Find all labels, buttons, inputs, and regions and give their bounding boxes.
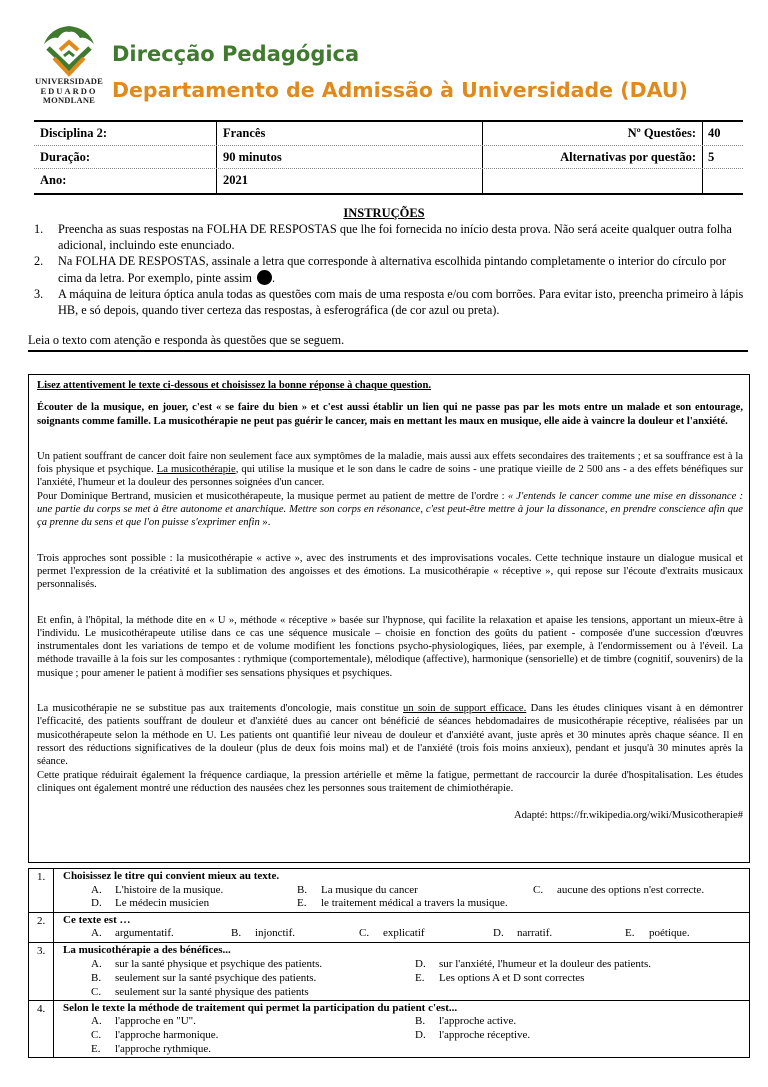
- instruction-item: [34, 222, 744, 253]
- option[interactable]: [625, 927, 690, 941]
- passage-text: , qui utilise la musique et le son dans le cadre de soins - une pratique vieille de 2 500 ans - a des effets bénéfiques sur l'anxiété, l'humeur et la douleur des personnes soignées d'un cancer.: [37, 464, 743, 489]
- option-text: aucune des options n'est correcte.: [557, 883, 705, 896]
- option-letter: A.: [91, 1015, 102, 1027]
- passage-intro: Écouter de la musique, en jouer, c'est « se faire du bien » et c'est aussi établir un lien qui ne passe pas par les mots entre un malade et son entourage, soignants comme famille. La musicothérapie ne peut pas guérir le cancer, mais en mettant les maux en musique, elle aide à vaincre la douleur et l'anxiété.: [37, 402, 743, 427]
- info-value: 2021: [217, 169, 483, 193]
- option-text: injonctif.: [255, 927, 296, 939]
- passage-paragraph: [37, 490, 743, 530]
- option-letter: D.: [493, 927, 504, 939]
- question-row: [29, 869, 749, 913]
- question-body: [54, 913, 749, 943]
- instruction-text-a: Na FOLHA DE RESPOSTAS, assinale a letra que corresponde à alternativa escolhida pintando completamente o interior do círculo por cima da letra. Por exemplo, pinte assim: [58, 254, 726, 285]
- instruction-text: Preencha as suas respostas na FOLHA DE RESPOSTAS que lhe foi fornecida no início desta prova. Não será aceite qualquer outra folha adicional, incluindo este enunciado.: [58, 222, 732, 252]
- reading-lead: Leia o texto com atenção e responda às questões que se seguem.: [28, 333, 345, 347]
- option-text: seulement sur la santé psychique des patients.: [115, 971, 317, 984]
- instruction-number: 2.: [34, 254, 44, 268]
- option-text: argumentatif.: [115, 927, 174, 939]
- info-label-2: Nº Questões:: [483, 122, 703, 145]
- university-logo: [34, 22, 104, 112]
- option-text: l'approche réceptive.: [439, 1029, 531, 1041]
- question-text: La musicothérapie a des bénéfices...: [63, 944, 231, 956]
- option-letter: C.: [533, 883, 544, 896]
- passage-paragraph: [37, 450, 743, 490]
- passage-text: ».: [262, 517, 271, 529]
- option[interactable]: [91, 884, 223, 898]
- option-text: explicatif: [383, 927, 425, 939]
- instructions-list: [34, 222, 744, 319]
- option-text: L'histoire de la musique.: [115, 883, 224, 896]
- option-text: l'approche harmonique.: [115, 1029, 219, 1041]
- info-value: 90 minutos: [217, 146, 483, 169]
- info-label: Ano:: [34, 169, 217, 193]
- option-letter: B.: [297, 883, 308, 896]
- option[interactable]: [297, 884, 418, 898]
- option[interactable]: [297, 897, 508, 911]
- option[interactable]: [415, 1029, 530, 1043]
- option-letter: E.: [625, 927, 635, 939]
- question-number: 2.: [29, 913, 54, 943]
- instruction-text-b: .: [272, 270, 276, 285]
- info-row: [34, 122, 743, 146]
- option[interactable]: [533, 884, 704, 898]
- passage-paragraph: Trois approches sont possible : la musicothérapie « active », avec des instruments et des improvisations vocales. Cette technique instaure un dialogue musical et permet l'expression de la créativité et la sublimation des angoisses et des émotions. La musicothérapie « réceptive », qui repose sur l'écoute d'extraits musicaux personnalisés.: [37, 552, 743, 591]
- info-label: Duração:: [34, 146, 217, 169]
- logo-emblem-icon: [40, 22, 98, 78]
- info-row: [34, 146, 743, 170]
- question-row: [29, 1001, 749, 1058]
- option[interactable]: [91, 958, 322, 972]
- question-body: [54, 869, 749, 912]
- option-text: sur la santé physique et psychique des patients.: [115, 957, 323, 970]
- option-letter: D.: [415, 1029, 426, 1041]
- question-text: Choisissez le titre qui convient mieux au texte.: [63, 870, 280, 882]
- info-label-2: Alternativas por questão:: [483, 146, 703, 169]
- instruction-text: [58, 254, 744, 286]
- option[interactable]: [415, 972, 584, 986]
- info-label: Disciplina 2:: [34, 122, 217, 145]
- option[interactable]: [231, 927, 295, 941]
- option-text: l'approche rythmique.: [115, 1043, 212, 1055]
- instruction-number: 3.: [34, 287, 44, 301]
- option[interactable]: [91, 1043, 211, 1057]
- passage-text: Dans les études cliniques visant à en démontrer l'efficacité, des patients souffrant de douleur et d'anxiété dues au cancer ont bénéficié de séances hebdomadaires de musicothérapie réceptive, réalisées par un musicothérapeute selon la méthode en U. Les patients ont quantifié leur niveau de douleur et d'anxiété avant, juste après et 30 minutes après chaque séance. Il en ressort des réductions significatives de la douleur (plus de deux fois moins mal) et de l'anxiété (trois fois moins anxieux), pendant et jusqu'à 30 minutes après la séance.: [37, 703, 744, 768]
- option[interactable]: [415, 958, 651, 972]
- filled-circle-icon: [257, 270, 272, 285]
- option[interactable]: [91, 1015, 196, 1029]
- option-text: l'approche active.: [439, 1015, 517, 1027]
- question-row: [29, 943, 749, 1001]
- info-value: Francês: [217, 122, 483, 145]
- instruction-item: [34, 254, 744, 286]
- question-options: [63, 927, 749, 941]
- question-text: Selon le texte la méthode de traitement qui permet la participation du patient c'est...: [63, 1001, 458, 1014]
- reading-passage: [28, 374, 750, 863]
- option[interactable]: [91, 972, 316, 986]
- option-text: Les options A et D sont correctes: [439, 971, 585, 984]
- header-subtitle: Departamento de Admissão à Universidade (DAU): [112, 78, 688, 102]
- passage-text: Pour Dominique Bertrand, musicien et musicothérapeute, la musique permet au patient de mettre de l'ordre :: [37, 490, 505, 502]
- question-number: 1.: [29, 869, 54, 912]
- option-letter: D.: [91, 896, 102, 909]
- option-text: l'approche en "U".: [115, 1015, 196, 1027]
- passage-paragraph: Cette pratique réduirait également la fréquence cardiaque, la pression artérielle et même la fatigue, permettant de raccourcir la durée d'hospitalisation. Les études cliniques ont également montré une réduction des nausées chez les personnes sous traitement de chimiothérapie.: [37, 769, 743, 794]
- option-letter: A.: [91, 927, 102, 939]
- info-value-2: 40: [708, 126, 721, 140]
- info-row: [34, 169, 743, 193]
- questions-table: [28, 868, 750, 1058]
- logo-line-3: MONDLANE: [42, 95, 96, 105]
- instruction-text: A máquina de leitura óptica anula todas as questões com mais de uma resposta e/ou com borrões. Para evitar isto, preencha primeiro à lápis HB, e só depois, quando tiver certeza das respostas, à esferográfica (de cor azul ou preta).: [58, 287, 744, 317]
- option-letter: C.: [91, 1029, 102, 1041]
- option-text: seulement sur la santé physique des patients: [115, 985, 309, 998]
- option-letter: B.: [91, 971, 102, 984]
- info-value-2: 5: [708, 149, 715, 164]
- option[interactable]: [91, 986, 309, 1000]
- question-options: [63, 958, 749, 999]
- question-options: [63, 1015, 749, 1056]
- passage-underlined: un soin de support efficace.: [403, 703, 527, 715]
- question-number: 4.: [29, 1001, 54, 1058]
- option-letter: E.: [415, 971, 425, 984]
- question-text: Ce texte est …: [63, 913, 131, 926]
- logo-line-1: UNIVERSIDADE: [34, 76, 104, 86]
- question-body: [54, 1001, 749, 1058]
- option[interactable]: [493, 927, 552, 941]
- passage-paragraph: Et enfin, à l'hôpital, la méthode dite en « U », méthode « réceptive » basée sur l'hypnose, qui facilite la relaxation et apaise les tensions, apportant un mieux-être à l'individu. Le musicothérapeute utilise dans ce cas une séquence musicale – choisie en fonction des goûts du patient - composée d'une succession d'œuvres instrumentales dont les variations de tempo et de volume modifient les fonctions psycho-physiologiques, liées, par exemple, à l'endormissement ou à l'éveil. La méthode travaille à la fois sur les composantes : rythmique (comportementale), mélodique (affective), harmonique (sensorielle) et de timbre (cognitif, souvenirs) de la musique ; pour amener le patient à modifier ses sensations physiques et psychiques.: [37, 614, 743, 679]
- option[interactable]: [91, 1029, 218, 1043]
- instruction-number: 1.: [34, 222, 44, 236]
- passage-text: La musicothérapie ne se substitue pas aux traitements d'oncologie, mais constitue: [37, 703, 399, 715]
- question-number: 3.: [29, 943, 54, 1000]
- option[interactable]: [359, 927, 425, 941]
- instructions-title: INSTRUÇÕES: [343, 206, 425, 220]
- info-value-2: [703, 169, 743, 193]
- option-text: sur l'anxiété, l'humeur et la douleur des patients.: [439, 957, 651, 970]
- logo-line-2: EDUARDO: [40, 85, 98, 96]
- question-options: [63, 884, 749, 911]
- passage-text: Un patient souffrant de cancer doit faire non seulement face aux symptômes de la maladie, mais aussi aux effets secondaires des traitements ; et sa souffrance est à la fois physique et psychique.: [37, 450, 743, 476]
- option[interactable]: [91, 927, 174, 941]
- info-label-2: [483, 169, 703, 193]
- option-letter: C.: [359, 927, 370, 939]
- instruction-item: [34, 287, 744, 318]
- question-row: [29, 913, 749, 944]
- option-text: narratif.: [517, 927, 553, 939]
- option-letter: E.: [297, 896, 307, 909]
- divider: [28, 350, 748, 352]
- passage-source: Adapté: https://fr.wikipedia.org/wiki/Musicotherapie#: [513, 810, 743, 822]
- option-text: Le médecin musicien: [115, 896, 210, 909]
- exam-info-table: [34, 120, 743, 195]
- option-letter: B.: [231, 927, 242, 939]
- option-letter: E.: [91, 1043, 101, 1055]
- option[interactable]: [91, 897, 209, 911]
- passage-heading: Lisez attentivement le texte ci-dessous et choisissez la bonne réponse à chaque question.: [37, 380, 431, 391]
- header-title: Direcção Pedagógica: [112, 42, 360, 66]
- option[interactable]: [415, 1015, 516, 1029]
- page-header: [34, 22, 734, 114]
- option-text: La musique du cancer: [321, 883, 418, 896]
- option-text: le traitement médical a travers la musique.: [321, 896, 508, 909]
- passage-paragraph: [37, 702, 743, 768]
- option-letter: B.: [415, 1015, 426, 1027]
- option-letter: D.: [415, 957, 426, 970]
- passage-quote: « J'entends le cancer comme une mise en dissonance : une partie du corps se met à être autonome et anarchique. Mettre son corps en résonance, c'est peut-être mettre à jour la dissonance, en prendre conscience afin que ça prenne du sens et que l'on puisse s'exprimer enfin: [37, 490, 744, 529]
- passage-underlined: La musicothérapie: [156, 464, 236, 476]
- option-letter: A.: [91, 957, 102, 970]
- option-letter: A.: [91, 883, 102, 896]
- option-letter: C.: [91, 985, 102, 998]
- option-text: poétique.: [649, 927, 690, 939]
- question-body: [54, 943, 749, 1000]
